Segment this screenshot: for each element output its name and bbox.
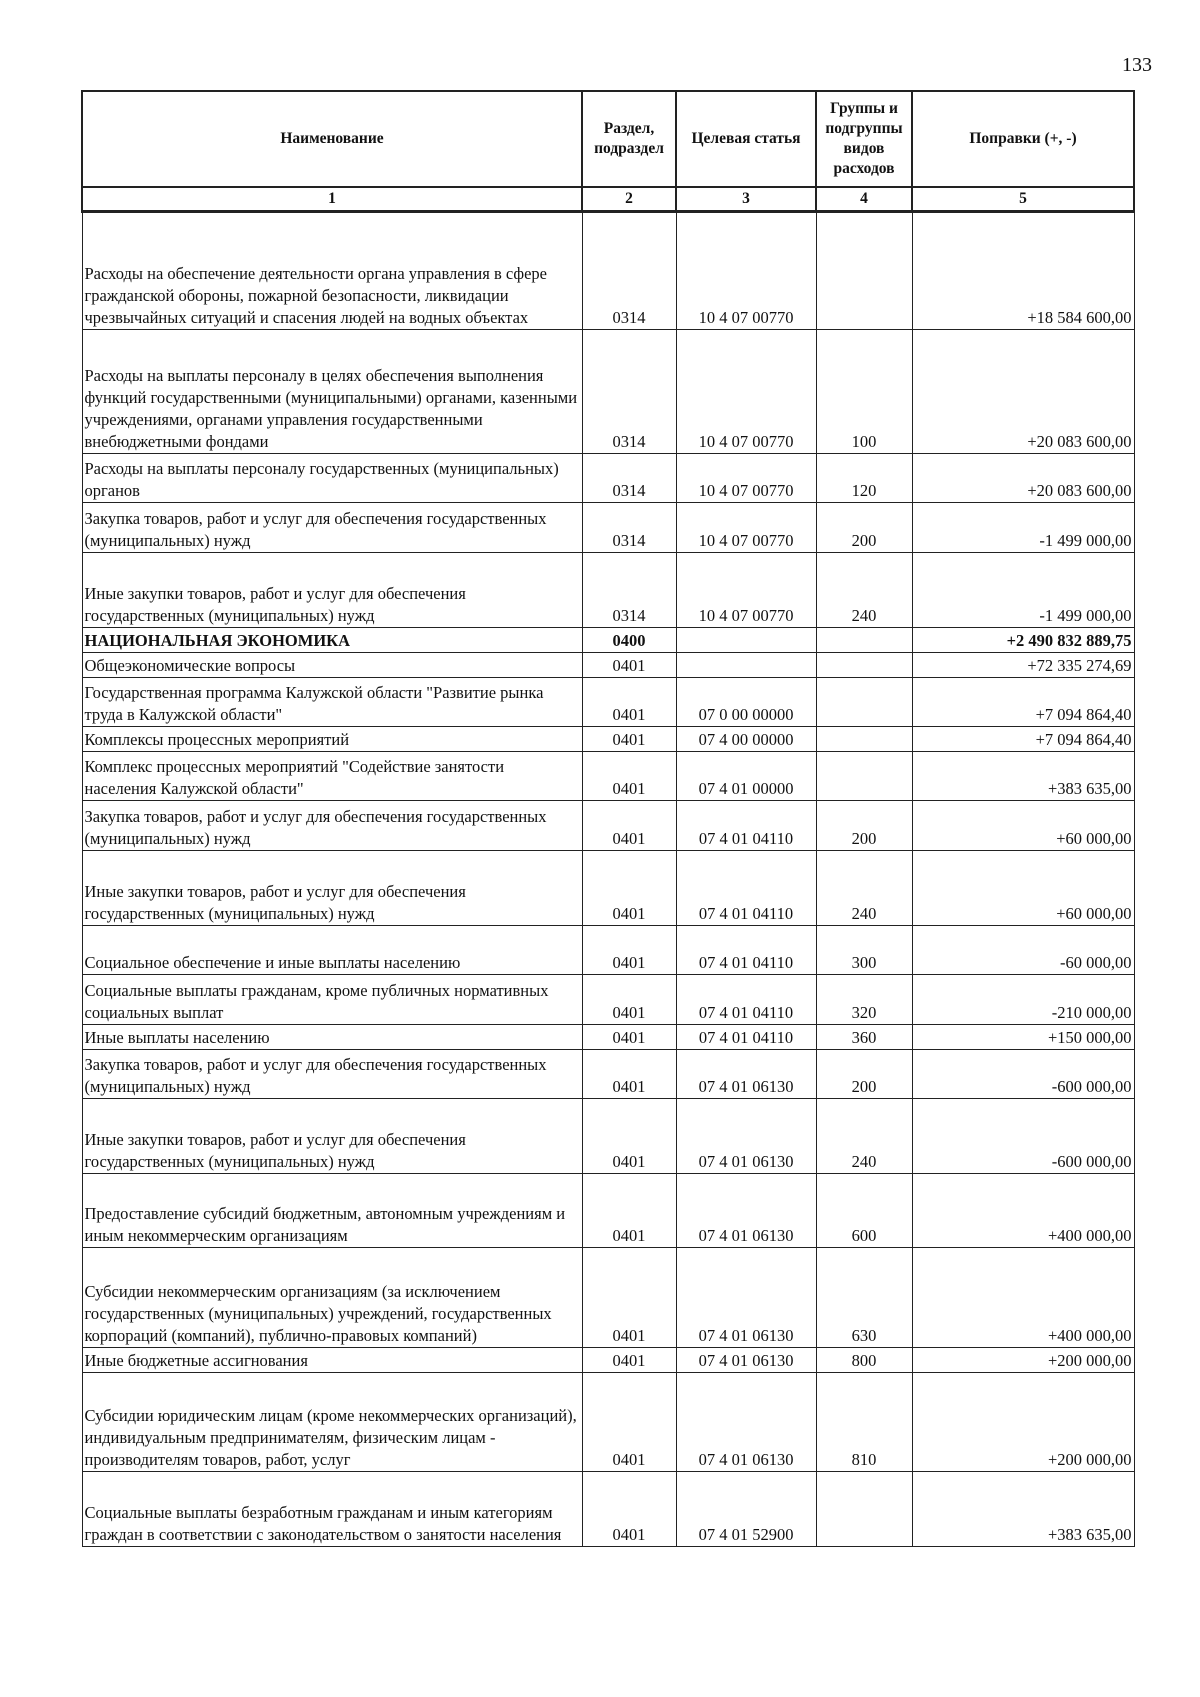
row-section: 0314 xyxy=(582,553,676,628)
row-name: Иные закупки товаров, работ и услуг для обеспечения государственных (муниципальных) нужд xyxy=(82,1099,582,1174)
table-row xyxy=(82,678,1134,727)
row-amount: +60 000,00 xyxy=(912,851,1134,926)
row-name: Социальные выплаты гражданам, кроме публичных нормативных социальных выплат xyxy=(82,975,582,1025)
row-group: 200 xyxy=(816,801,912,851)
header-target: Целевая статья xyxy=(676,91,816,187)
row-target: 07 4 01 04110 xyxy=(676,975,816,1025)
table-row xyxy=(82,212,1134,330)
row-group: 630 xyxy=(816,1248,912,1348)
row-target: 07 4 01 06130 xyxy=(676,1373,816,1472)
row-section: 0401 xyxy=(582,1472,676,1547)
row-amount: +72 335 274,69 xyxy=(912,653,1134,678)
row-name: Закупка товаров, работ и услуг для обеспечения государственных (муниципальных) нужд xyxy=(82,1050,582,1099)
row-amount: +18 584 600,00 xyxy=(912,212,1134,330)
row-target xyxy=(676,653,816,678)
row-group: 810 xyxy=(816,1373,912,1472)
row-name: НАЦИОНАЛЬНАЯ ЭКОНОМИКА xyxy=(82,628,582,653)
row-group: 300 xyxy=(816,926,912,975)
row-target: 10 4 07 00770 xyxy=(676,503,816,553)
row-amount: +60 000,00 xyxy=(912,801,1134,851)
row-name: Субсидии юридическим лицам (кроме некоммерческих организаций), индивидуальным предпринимателям, физическим лицам - производителям товаров, работ, услуг xyxy=(82,1373,582,1472)
row-amount: +20 083 600,00 xyxy=(912,454,1134,503)
row-name: Закупка товаров, работ и услуг для обеспечения государственных (муниципальных) нужд xyxy=(82,503,582,553)
row-group: 320 xyxy=(816,975,912,1025)
table-row xyxy=(82,553,1134,628)
row-section: 0314 xyxy=(582,454,676,503)
table-row xyxy=(82,330,1134,454)
table-row xyxy=(82,801,1134,851)
table-row xyxy=(82,503,1134,553)
row-amount: -1 499 000,00 xyxy=(912,553,1134,628)
row-group: 800 xyxy=(816,1348,912,1373)
row-target: 10 4 07 00770 xyxy=(676,212,816,330)
row-name: Расходы на выплаты персоналу государственных (муниципальных) органов xyxy=(82,454,582,503)
table-row xyxy=(82,454,1134,503)
row-target: 07 4 01 06130 xyxy=(676,1174,816,1248)
table-row xyxy=(82,1174,1134,1248)
table-row xyxy=(82,1025,1134,1050)
header-amount: Поправки (+, -) xyxy=(912,91,1134,187)
table-row xyxy=(82,1050,1134,1099)
row-section: 0401 xyxy=(582,1025,676,1050)
budget-amendments-table xyxy=(81,90,1135,1547)
column-number: 5 xyxy=(912,187,1134,212)
table-row xyxy=(82,926,1134,975)
row-target: 07 4 01 06130 xyxy=(676,1099,816,1174)
row-amount: -60 000,00 xyxy=(912,926,1134,975)
row-name: Иные бюджетные ассигнования xyxy=(82,1348,582,1373)
row-group: 200 xyxy=(816,503,912,553)
table-row xyxy=(82,727,1134,752)
row-group: 120 xyxy=(816,454,912,503)
row-name: Закупка товаров, работ и услуг для обеспечения государственных (муниципальных) нужд xyxy=(82,801,582,851)
table-row xyxy=(82,628,1134,653)
row-amount: +7 094 864,40 xyxy=(912,678,1134,727)
row-section: 0314 xyxy=(582,212,676,330)
header-name: Наименование xyxy=(82,91,582,187)
row-section: 0401 xyxy=(582,1248,676,1348)
table-row xyxy=(82,1472,1134,1547)
row-group xyxy=(816,727,912,752)
table-header-row xyxy=(82,91,1134,187)
table-body xyxy=(82,212,1134,1547)
row-section: 0401 xyxy=(582,851,676,926)
row-section: 0401 xyxy=(582,752,676,801)
row-group: 240 xyxy=(816,553,912,628)
row-target: 07 4 01 04110 xyxy=(676,926,816,975)
row-name: Государственная программа Калужской области "Развитие рынка труда в Калужской области" xyxy=(82,678,582,727)
header-groups: Группы и подгруппы видов расходов xyxy=(816,91,912,187)
row-section: 0401 xyxy=(582,1099,676,1174)
row-target: 07 4 00 00000 xyxy=(676,727,816,752)
row-target: 07 4 01 04110 xyxy=(676,851,816,926)
column-number: 4 xyxy=(816,187,912,212)
table-row xyxy=(82,851,1134,926)
row-group xyxy=(816,752,912,801)
column-number: 1 xyxy=(82,187,582,212)
row-section: 0401 xyxy=(582,1348,676,1373)
table-row xyxy=(82,1373,1134,1472)
row-name: Предоставление субсидий бюджетным, автономным учреждениям и иным некоммерческим организациям xyxy=(82,1174,582,1248)
row-group xyxy=(816,653,912,678)
row-name: Комплекс процессных мероприятий "Содействие занятости населения Калужской области" xyxy=(82,752,582,801)
table-row xyxy=(82,1348,1134,1373)
column-number-row xyxy=(82,187,1134,212)
row-amount: -600 000,00 xyxy=(912,1099,1134,1174)
row-amount: +200 000,00 xyxy=(912,1373,1134,1472)
row-name: Расходы на обеспечение деятельности органа управления в сфере гражданской обороны, пожарной безопасности, ликвидации чрезвычайных ситуаций и спасения людей на водных объектах xyxy=(82,212,582,330)
row-group: 240 xyxy=(816,851,912,926)
row-group: 360 xyxy=(816,1025,912,1050)
row-target xyxy=(676,628,816,653)
row-amount: +383 635,00 xyxy=(912,752,1134,801)
row-amount: +150 000,00 xyxy=(912,1025,1134,1050)
row-target: 07 0 00 00000 xyxy=(676,678,816,727)
row-section: 0400 xyxy=(582,628,676,653)
row-name: Общеэкономические вопросы xyxy=(82,653,582,678)
row-name: Иные закупки товаров, работ и услуг для обеспечения государственных (муниципальных) нужд xyxy=(82,851,582,926)
row-section: 0401 xyxy=(582,1050,676,1099)
row-section: 0401 xyxy=(582,1174,676,1248)
row-amount: +400 000,00 xyxy=(912,1248,1134,1348)
row-group xyxy=(816,1472,912,1547)
row-target: 07 4 01 00000 xyxy=(676,752,816,801)
row-group: 240 xyxy=(816,1099,912,1174)
row-name: Субсидии некоммерческим организациям (за исключением государственных (муниципальных) учреждений, государственных корпораций (компаний), публично-правовых компаний) xyxy=(82,1248,582,1348)
row-name: Иные закупки товаров, работ и услуг для обеспечения государственных (муниципальных) нужд xyxy=(82,553,582,628)
row-target: 07 4 01 04110 xyxy=(676,1025,816,1050)
row-group xyxy=(816,678,912,727)
row-amount: +383 635,00 xyxy=(912,1472,1134,1547)
row-amount: +200 000,00 xyxy=(912,1348,1134,1373)
table-row xyxy=(82,653,1134,678)
row-amount: -1 499 000,00 xyxy=(912,503,1134,553)
row-section: 0401 xyxy=(582,1373,676,1472)
row-group xyxy=(816,628,912,653)
row-group xyxy=(816,212,912,330)
row-group: 200 xyxy=(816,1050,912,1099)
row-target: 07 4 01 04110 xyxy=(676,801,816,851)
row-amount: +2 490 832 889,75 xyxy=(912,628,1134,653)
table-row xyxy=(82,975,1134,1025)
row-amount: +7 094 864,40 xyxy=(912,727,1134,752)
row-section: 0401 xyxy=(582,678,676,727)
row-name: Комплексы процессных мероприятий xyxy=(82,727,582,752)
row-target: 10 4 07 00770 xyxy=(676,553,816,628)
row-amount: +400 000,00 xyxy=(912,1174,1134,1248)
row-section: 0401 xyxy=(582,801,676,851)
row-section: 0314 xyxy=(582,503,676,553)
row-target: 07 4 01 06130 xyxy=(676,1050,816,1099)
row-section: 0401 xyxy=(582,926,676,975)
row-target: 07 4 01 06130 xyxy=(676,1248,816,1348)
table-row xyxy=(82,1248,1134,1348)
page-number: 133 xyxy=(1122,54,1152,76)
row-group: 600 xyxy=(816,1174,912,1248)
row-group: 100 xyxy=(816,330,912,454)
row-target: 10 4 07 00770 xyxy=(676,454,816,503)
row-amount: +20 083 600,00 xyxy=(912,330,1134,454)
row-section: 0401 xyxy=(582,727,676,752)
header-section: Раздел, подраздел xyxy=(582,91,676,187)
row-target: 07 4 01 52900 xyxy=(676,1472,816,1547)
row-target: 07 4 01 06130 xyxy=(676,1348,816,1373)
row-section: 0401 xyxy=(582,653,676,678)
row-amount: -600 000,00 xyxy=(912,1050,1134,1099)
row-name: Расходы на выплаты персоналу в целях обеспечения выполнения функций государственными (муниципальными) органами, казенными учреждениями, органами управления государственными внебюджетными фондами xyxy=(82,330,582,454)
table-row xyxy=(82,752,1134,801)
column-number: 3 xyxy=(676,187,816,212)
row-section: 0314 xyxy=(582,330,676,454)
row-name: Социальные выплаты безработным гражданам и иным категориям граждан в соответствии с законодательством о занятости населения xyxy=(82,1472,582,1547)
column-number: 2 xyxy=(582,187,676,212)
row-section: 0401 xyxy=(582,975,676,1025)
table-row xyxy=(82,1099,1134,1174)
row-amount: -210 000,00 xyxy=(912,975,1134,1025)
row-name: Социальное обеспечение и иные выплаты населению xyxy=(82,926,582,975)
row-target: 10 4 07 00770 xyxy=(676,330,816,454)
row-name: Иные выплаты населению xyxy=(82,1025,582,1050)
